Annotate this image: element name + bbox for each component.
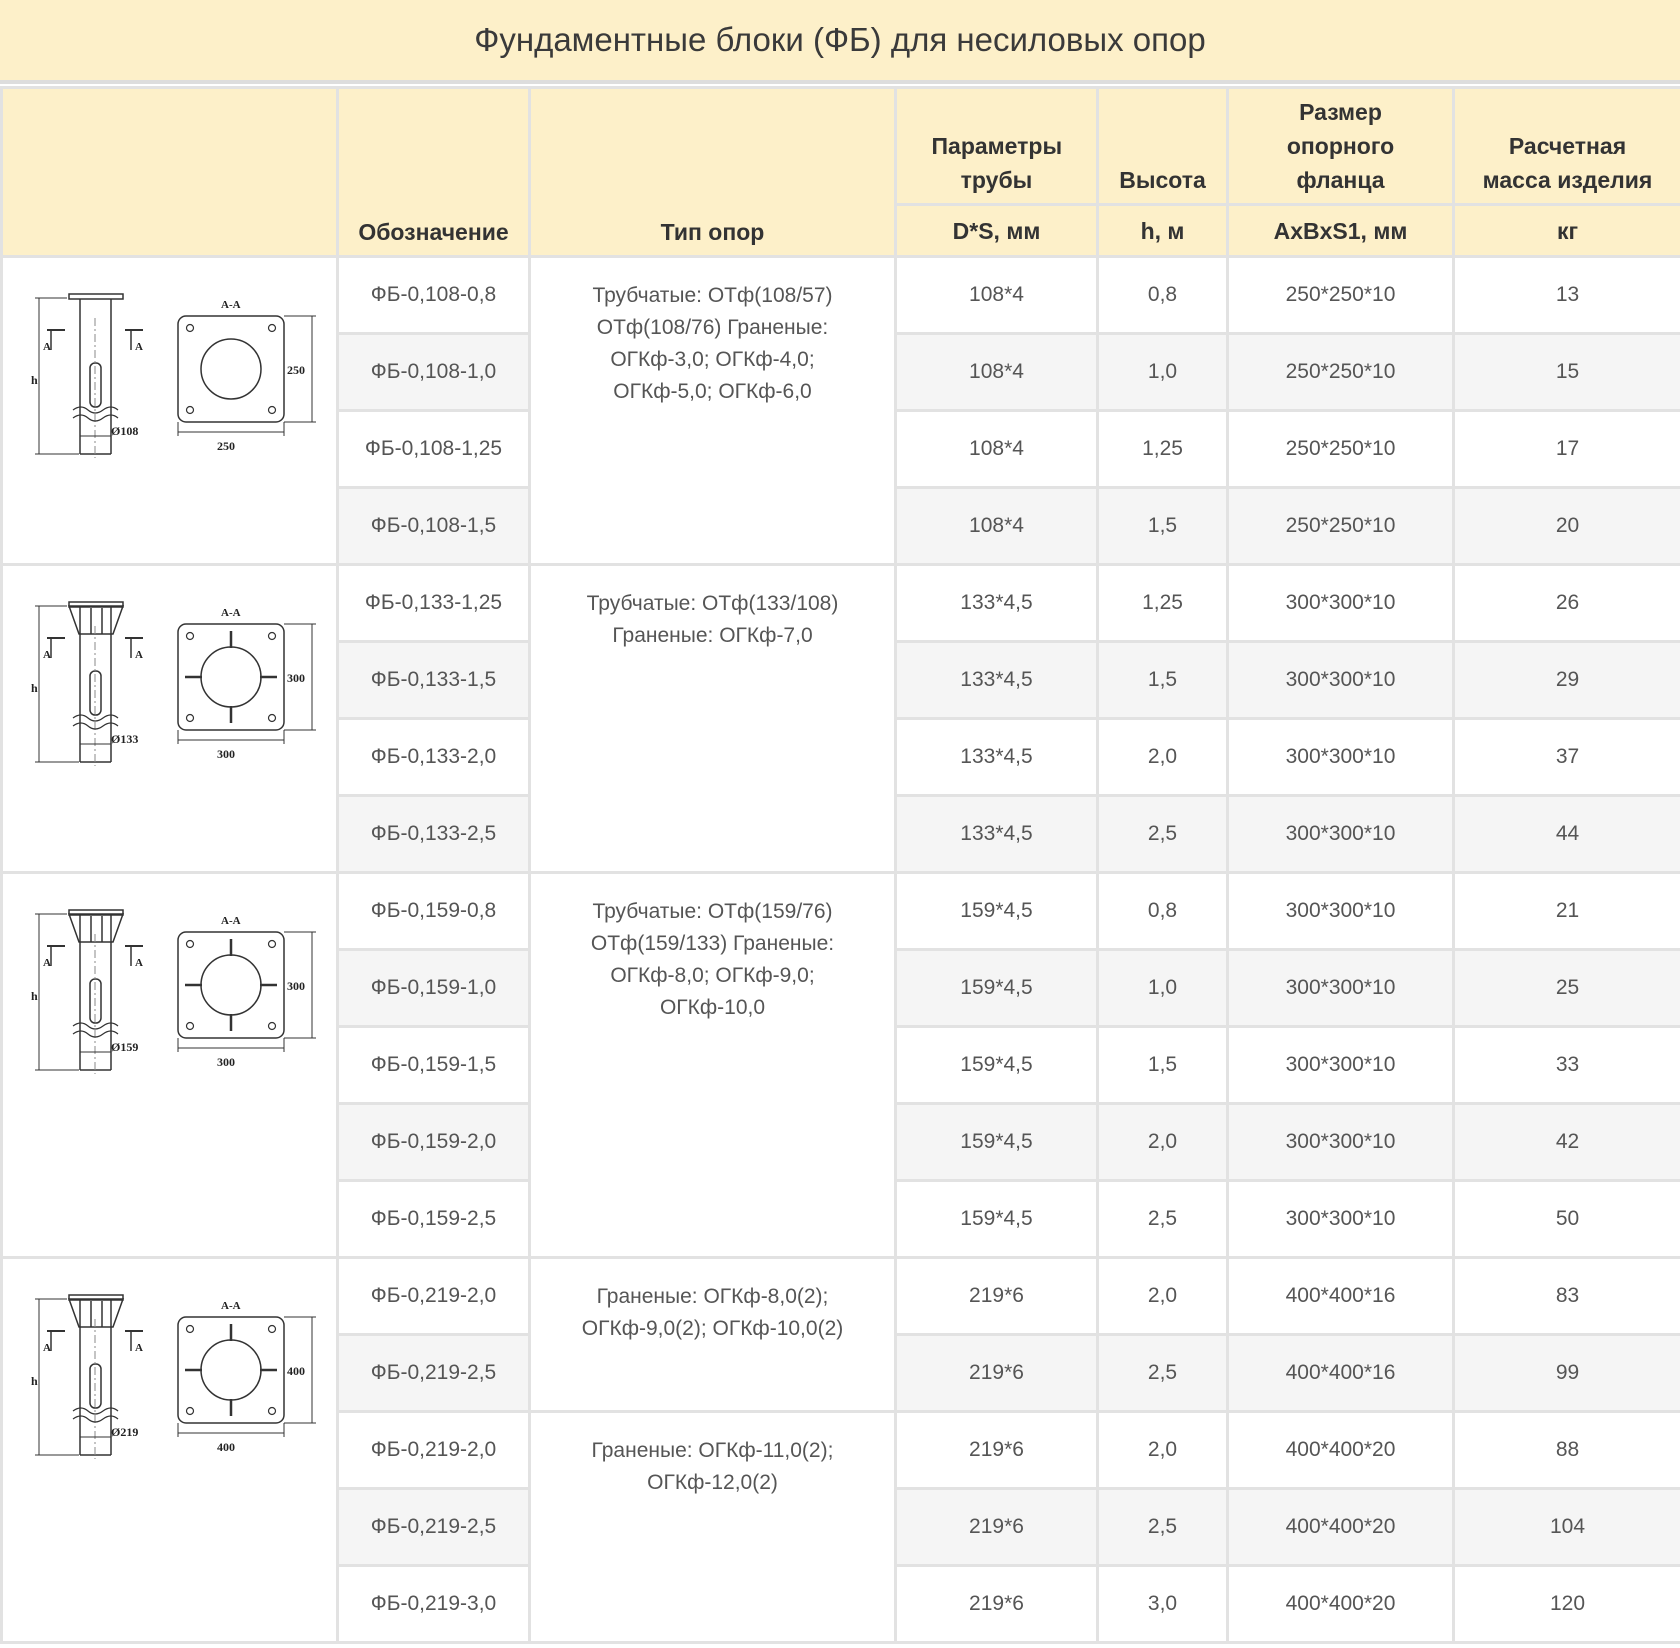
drawing-h-label: h <box>31 373 38 387</box>
drawing-width-label: 250 <box>217 439 235 453</box>
flange-cell: 300*300*10 <box>1228 950 1454 1027</box>
pipe-cell: 219*6 <box>896 1489 1098 1566</box>
flange-cell: 250*250*10 <box>1228 411 1454 488</box>
table-row <box>2 1258 1680 1335</box>
support-type-text: Трубчатые: ОТф(133/108) Граненые: ОГКф-7,0 <box>586 592 839 647</box>
drawing-cell <box>2 565 338 873</box>
height-cell: 1,25 <box>1098 411 1228 488</box>
mass-cell: 25 <box>1454 950 1680 1027</box>
pipe-cell: 159*4,5 <box>896 873 1098 950</box>
drawing-section-label: A-A <box>221 1300 241 1312</box>
height-cell: 2,5 <box>1098 1181 1228 1258</box>
header-flange-label: Размер опорного фланца <box>1286 99 1395 193</box>
designation-cell: ФБ-0,159-2,5 <box>338 1181 530 1258</box>
mass-cell: 50 <box>1454 1181 1680 1258</box>
mass-cell: 21 <box>1454 873 1680 950</box>
foundation-block-drawing <box>3 1279 333 1479</box>
height-cell: 2,0 <box>1098 1258 1228 1335</box>
pipe-cell: 159*4,5 <box>896 1027 1098 1104</box>
pipe-cell: 133*4,5 <box>896 642 1098 719</box>
flange-cell: 400*400*16 <box>1228 1258 1454 1335</box>
pipe-cell: 219*6 <box>896 1258 1098 1335</box>
support-type-text: Трубчатые: ОТф(159/76) ОТф(159/133) Граненые: ОГКф-8,0; ОГКф-9,0; ОГКф-10,0 <box>590 900 835 1019</box>
designation-cell: ФБ-0,219-3,0 <box>338 1566 530 1643</box>
height-cell: 3,0 <box>1098 1566 1228 1643</box>
flange-cell: 300*300*10 <box>1228 873 1454 950</box>
pipe-cell: 219*6 <box>896 1566 1098 1643</box>
pipe-cell: 108*4 <box>896 334 1098 411</box>
flange-cell: 300*300*10 <box>1228 1104 1454 1181</box>
pipe-cell: 108*4 <box>896 488 1098 565</box>
pipe-cell: 108*4 <box>896 411 1098 488</box>
table-row <box>2 257 1680 334</box>
table-body <box>2 257 1680 1643</box>
drawing-marker-left: A <box>43 957 51 969</box>
header-mass-unit: кг <box>1454 205 1680 257</box>
mass-cell: 15 <box>1454 334 1680 411</box>
header-pipe-unit: D*S, мм <box>896 205 1098 257</box>
page-title: Фундаментные блоки (ФБ) для несиловых опор <box>0 0 1680 84</box>
drawing-width-label: 300 <box>217 747 235 761</box>
height-cell: 2,5 <box>1098 1335 1228 1412</box>
designation-cell: ФБ-0,133-1,25 <box>338 565 530 642</box>
height-cell: 1,5 <box>1098 642 1228 719</box>
drawing-h-label: h <box>31 681 38 695</box>
flange-cell: 400*400*16 <box>1228 1335 1454 1412</box>
pipe-cell: 108*4 <box>896 257 1098 334</box>
drawing-section-label: A-A <box>221 299 241 311</box>
flange-cell: 300*300*10 <box>1228 1181 1454 1258</box>
drawing-side-label: 300 <box>287 979 305 993</box>
height-cell: 0,8 <box>1098 257 1228 334</box>
designation-cell: ФБ-0,159-1,5 <box>338 1027 530 1104</box>
mass-cell: 104 <box>1454 1489 1680 1566</box>
table-row <box>2 873 1680 950</box>
mass-cell: 99 <box>1454 1335 1680 1412</box>
drawing-width-label: 300 <box>217 1055 235 1069</box>
mass-cell: 37 <box>1454 719 1680 796</box>
drawing-section-label: A-A <box>221 607 241 619</box>
foundation-block-drawing <box>3 894 333 1094</box>
flange-cell: 400*400*20 <box>1228 1489 1454 1566</box>
designation-cell: ФБ-0,219-2,0 <box>338 1258 530 1335</box>
foundation-blocks-table <box>0 86 1680 1644</box>
header-pipe-params <box>896 88 1098 205</box>
header-designation: Обозначение <box>338 88 530 257</box>
height-cell: 2,0 <box>1098 1412 1228 1489</box>
flange-cell: 300*300*10 <box>1228 1027 1454 1104</box>
drawing-section-label: A-A <box>221 915 241 927</box>
designation-cell: ФБ-0,159-1,0 <box>338 950 530 1027</box>
pipe-cell: 219*6 <box>896 1412 1098 1489</box>
mass-cell: 17 <box>1454 411 1680 488</box>
drawing-marker-right: A <box>135 341 143 353</box>
drawing-cell <box>2 257 338 565</box>
header-mass <box>1454 88 1680 205</box>
pipe-cell: 159*4,5 <box>896 1181 1098 1258</box>
pipe-cell: 219*6 <box>896 1335 1098 1412</box>
pipe-cell: 159*4,5 <box>896 1104 1098 1181</box>
drawing-marker-right: A <box>135 1342 143 1354</box>
support-type-text: Граненые: ОГКф-11,0(2); ОГКф-12,0(2) <box>591 1439 834 1494</box>
flange-cell: 400*400*20 <box>1228 1412 1454 1489</box>
flange-cell: 300*300*10 <box>1228 565 1454 642</box>
mass-cell: 44 <box>1454 796 1680 873</box>
header-height: Высота <box>1098 88 1228 205</box>
drawing-h-label: h <box>31 989 38 1003</box>
height-cell: 2,5 <box>1098 1489 1228 1566</box>
flange-cell: 250*250*10 <box>1228 334 1454 411</box>
designation-cell: ФБ-0,108-0,8 <box>338 257 530 334</box>
height-cell: 0,8 <box>1098 873 1228 950</box>
support-type-cell <box>530 257 896 565</box>
flange-cell: 300*300*10 <box>1228 796 1454 873</box>
header-flange-unit: AxBxS1, мм <box>1228 205 1454 257</box>
height-cell: 1,25 <box>1098 565 1228 642</box>
drawing-diameter-label: Ø159 <box>111 1040 139 1054</box>
mass-cell: 42 <box>1454 1104 1680 1181</box>
drawing-side-label: 400 <box>287 1364 305 1378</box>
header-pipe-params-label: Параметры трубы <box>931 133 1063 193</box>
header-drawing <box>2 88 338 257</box>
support-type-text: Трубчатые: ОТф(108/57) ОТф(108/76) Граненые: ОГКф-3,0; ОГКф-4,0; ОГКф-5,0; ОГКф-6,0 <box>592 284 833 403</box>
mass-cell: 13 <box>1454 257 1680 334</box>
header-type: Тип опор <box>530 88 896 257</box>
height-cell: 2,5 <box>1098 796 1228 873</box>
table-row <box>2 565 1680 642</box>
foundation-block-drawing <box>3 278 333 478</box>
mass-cell: 88 <box>1454 1412 1680 1489</box>
flange-cell: 250*250*10 <box>1228 488 1454 565</box>
drawing-marker-right: A <box>135 649 143 661</box>
designation-cell: ФБ-0,108-1,0 <box>338 334 530 411</box>
designation-cell: ФБ-0,219-2,5 <box>338 1489 530 1566</box>
drawing-h-label: h <box>31 1374 38 1388</box>
drawing-marker-left: A <box>43 649 51 661</box>
height-cell: 1,5 <box>1098 1027 1228 1104</box>
mass-cell: 33 <box>1454 1027 1680 1104</box>
flange-cell: 400*400*20 <box>1228 1566 1454 1643</box>
designation-cell: ФБ-0,159-2,0 <box>338 1104 530 1181</box>
height-cell: 1,5 <box>1098 488 1228 565</box>
drawing-marker-right: A <box>135 957 143 969</box>
designation-cell: ФБ-0,133-2,5 <box>338 796 530 873</box>
flange-cell: 300*300*10 <box>1228 719 1454 796</box>
drawing-side-label: 250 <box>287 363 305 377</box>
drawing-cell <box>2 1258 338 1643</box>
support-type-cell <box>530 1412 896 1643</box>
flange-cell: 300*300*10 <box>1228 642 1454 719</box>
flange-cell: 250*250*10 <box>1228 257 1454 334</box>
drawing-diameter-label: Ø133 <box>111 732 139 746</box>
pipe-cell: 159*4,5 <box>896 950 1098 1027</box>
header-mass-label: Расчетная масса изделия <box>1482 133 1653 193</box>
designation-cell: ФБ-0,133-2,0 <box>338 719 530 796</box>
drawing-side-label: 300 <box>287 671 305 685</box>
drawing-diameter-label: Ø108 <box>111 424 139 438</box>
mass-cell: 26 <box>1454 565 1680 642</box>
designation-cell: ФБ-0,219-2,0 <box>338 1412 530 1489</box>
support-type-cell <box>530 565 896 873</box>
support-type-cell <box>530 873 896 1258</box>
mass-cell: 20 <box>1454 488 1680 565</box>
designation-cell: ФБ-0,219-2,5 <box>338 1335 530 1412</box>
height-cell: 2,0 <box>1098 1104 1228 1181</box>
support-type-text: Граненые: ОГКф-8,0(2); ОГКф-9,0(2); ОГКф-10,0(2) <box>581 1285 844 1340</box>
pipe-cell: 133*4,5 <box>896 796 1098 873</box>
header-height-unit: h, м <box>1098 205 1228 257</box>
mass-cell: 83 <box>1454 1258 1680 1335</box>
drawing-width-label: 400 <box>217 1440 235 1454</box>
mass-cell: 29 <box>1454 642 1680 719</box>
header-flange <box>1228 88 1454 205</box>
designation-cell: ФБ-0,133-1,5 <box>338 642 530 719</box>
height-cell: 2,0 <box>1098 719 1228 796</box>
support-type-cell <box>530 1258 896 1412</box>
height-cell: 1,0 <box>1098 334 1228 411</box>
pipe-cell: 133*4,5 <box>896 565 1098 642</box>
drawing-diameter-label: Ø219 <box>111 1425 139 1439</box>
mass-cell: 120 <box>1454 1566 1680 1643</box>
height-cell: 1,0 <box>1098 950 1228 1027</box>
drawing-marker-left: A <box>43 1342 51 1354</box>
designation-cell: ФБ-0,108-1,25 <box>338 411 530 488</box>
designation-cell: ФБ-0,159-0,8 <box>338 873 530 950</box>
drawing-cell <box>2 873 338 1258</box>
drawing-marker-left: A <box>43 341 51 353</box>
designation-cell: ФБ-0,108-1,5 <box>338 488 530 565</box>
pipe-cell: 133*4,5 <box>896 719 1098 796</box>
foundation-block-drawing <box>3 586 333 786</box>
